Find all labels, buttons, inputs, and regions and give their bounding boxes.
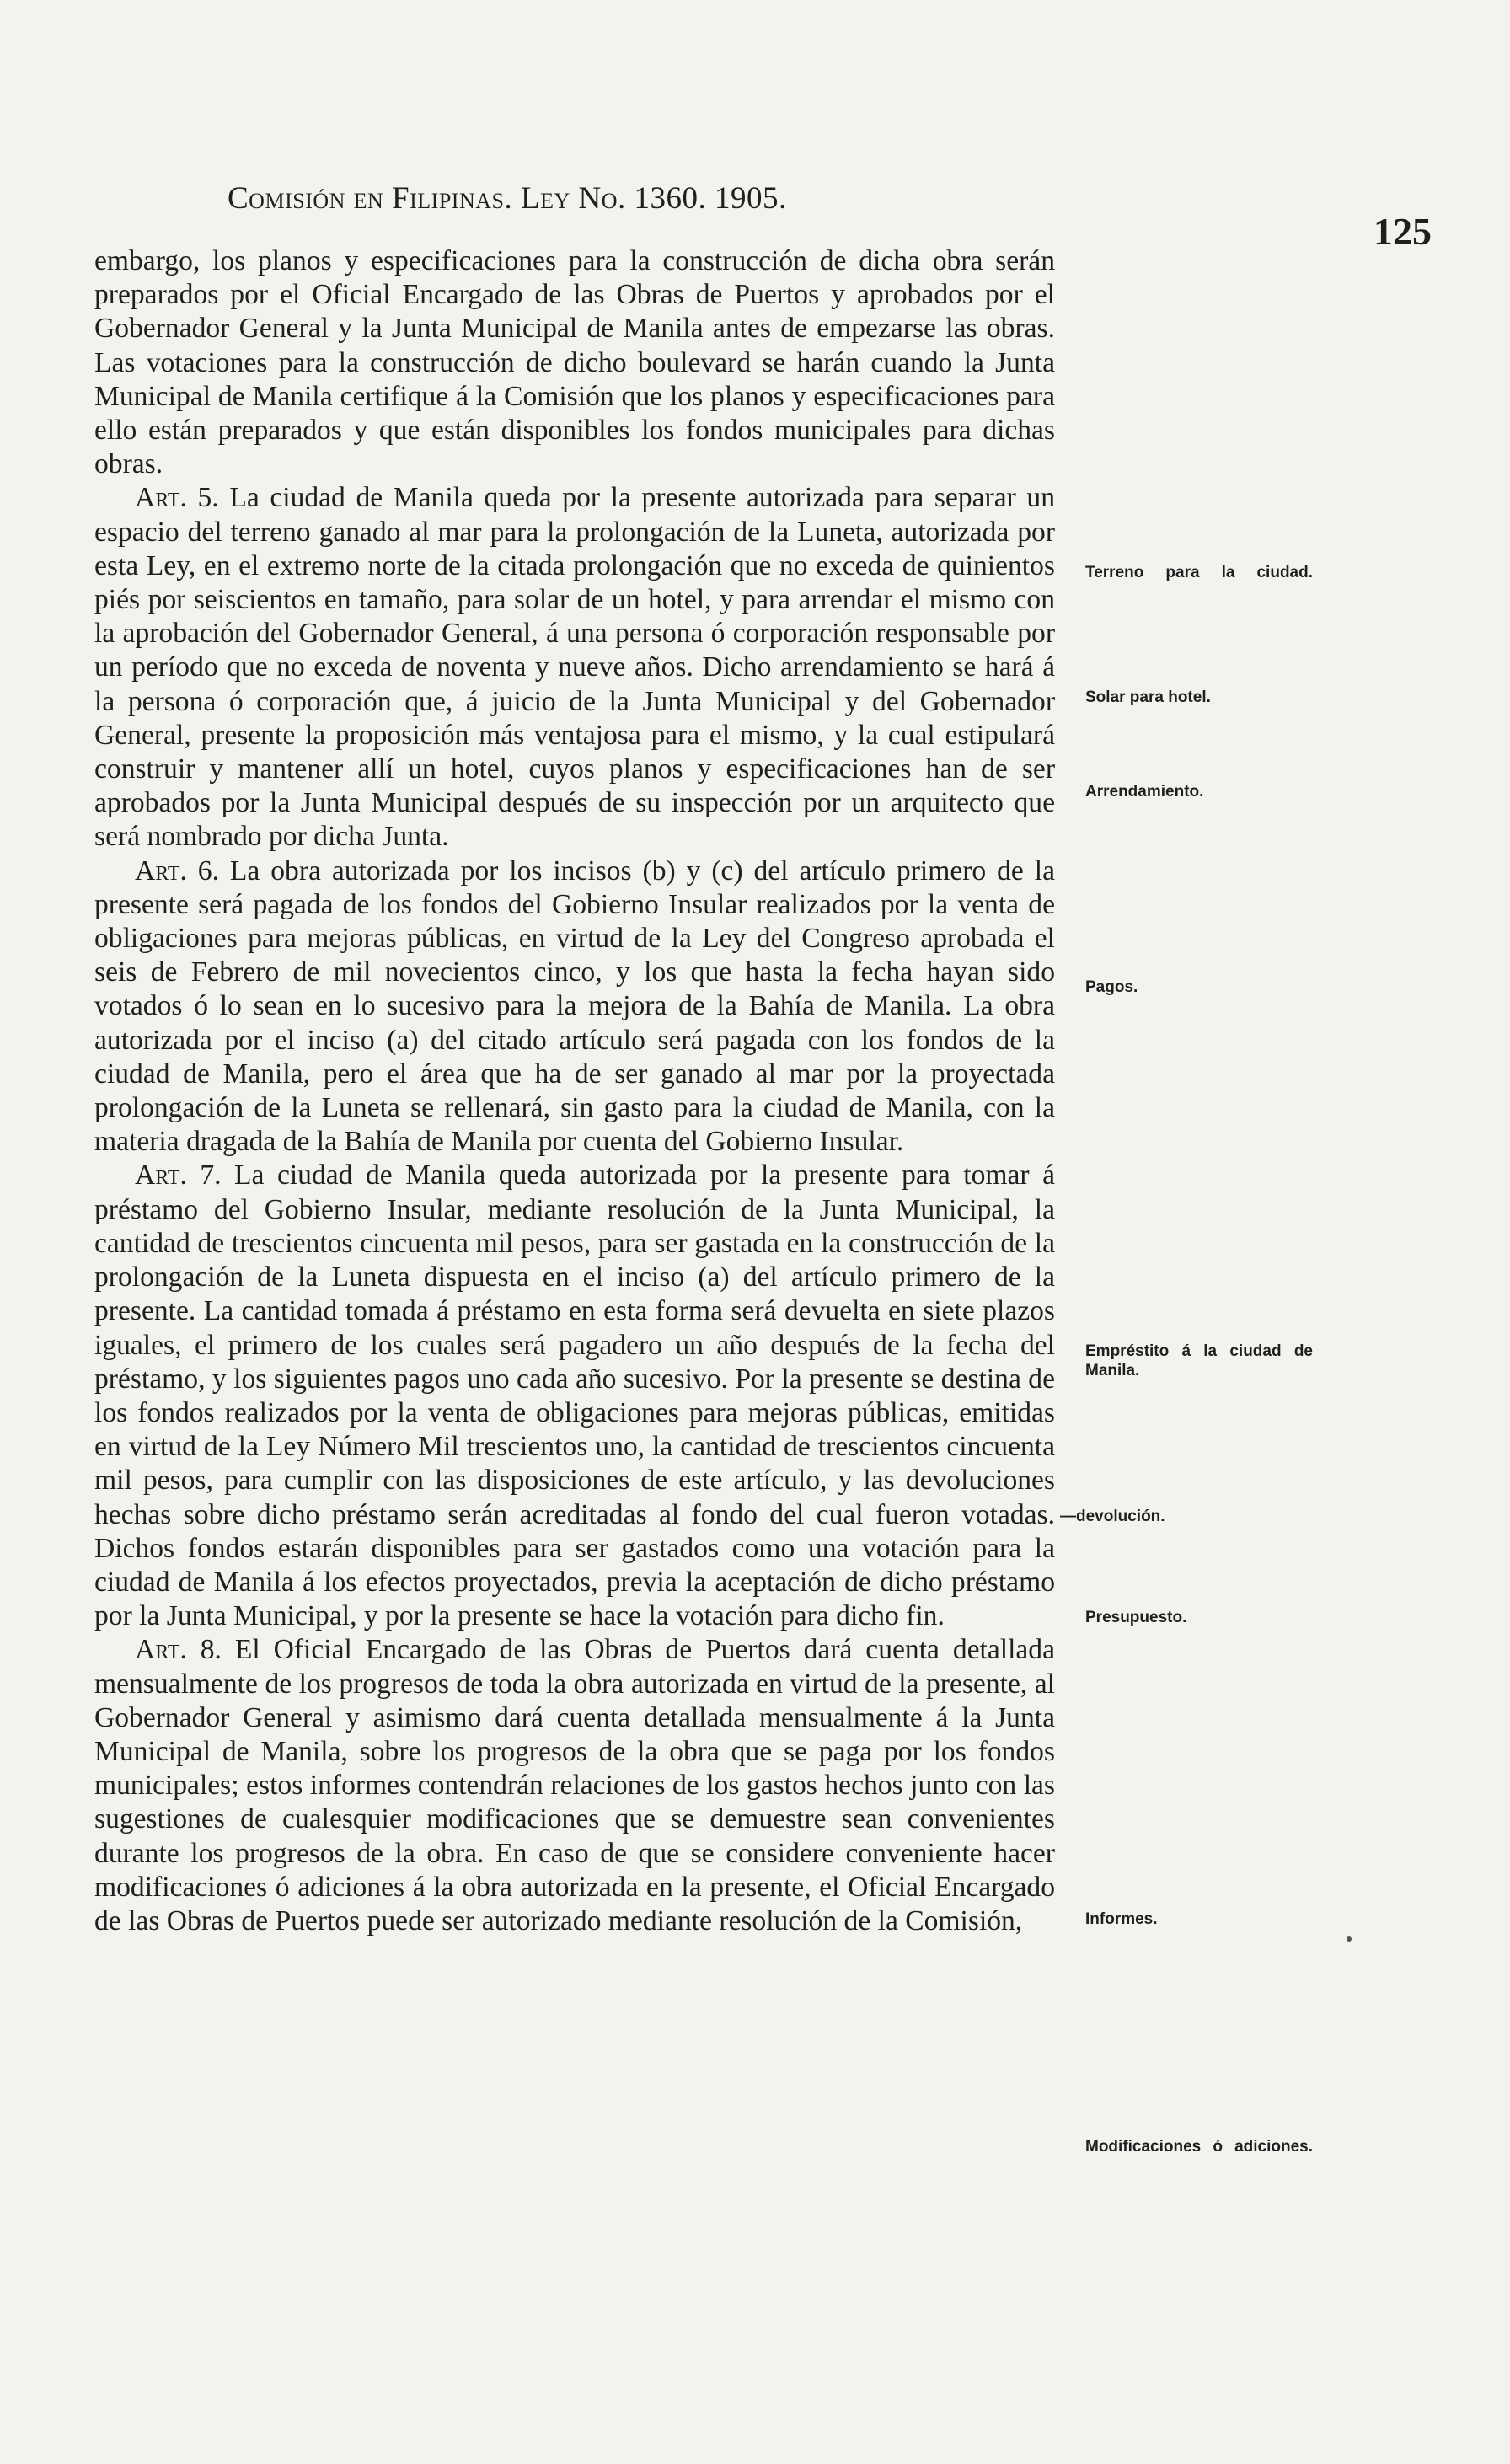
margin-note-devolucion: —devolución.: [1060, 1508, 1165, 1525]
body-text: [94, 244, 1055, 1938]
article-label: Art. 8.: [135, 1634, 222, 1666]
article-text: El Oficial Encargado de las Obras de Puertos dará cuenta detallada mensualmente de los progresos de toda la obra autorizada en virtud de la presente, al Gobernador General y asimismo dará cuenta detallada mensualmente á la Junta Municipal de Manila, sobre los progresos de la obra que se paga por los fondos municipales; estos informes contendrán relaciones de los gastos hechos junto con las sugestiones de cualesquier modificaciones que se demuestre sean convenientes durante los progresos de la obra. En caso de que se considere conveniente hacer modificaciones ó adiciones á la obra autorizada en la presente, el Oficial Encargado de las Obras de Puertos puede ser autorizado mediante resolución de la Comisión,: [94, 1634, 1055, 1936]
article-8: [94, 1633, 1055, 1938]
margin-note-presupuesto: Presupuesto.: [1085, 1609, 1187, 1626]
margin-note-informes: Informes.: [1085, 1910, 1158, 1928]
margin-note-arrendamiento: Arrendamiento.: [1085, 783, 1204, 801]
running-header: Comisión en Filipinas. Ley No. 1360. 1905.: [228, 181, 787, 216]
article-7: [94, 1159, 1055, 1633]
margin-note-solar: Solar para hotel.: [1085, 688, 1211, 706]
margin-note-modificaciones: Modificaciones ó adiciones.: [1085, 2138, 1313, 2156]
margin-note-terreno: Terreno para la ciudad.: [1085, 564, 1313, 581]
article-text: La ciudad de Manila queda autorizada por la presente para tomar á préstamo del Gobierno Insular, mediante resolución de la Junta Municipal, la cantidad de trescientos cincuenta mil pesos, para ser gastada en la construcción de la prolongación de la Luneta dispuesta en el inciso (a) del artículo primero de la presente. La cantidad tomada á préstamo en esta forma será devuelta en siete plazos iguales, el primero de los cuales será pagadero un año después de la fecha del préstamo, y los siguientes pagos uno cada año sucesivo. Por la presente se destina de los fondos realizados por la venta de obligaciones para mejoras públicas, emitidas en virtud de la Ley Número Mil trescientos uno, la cantidad de trescientos cincuenta mil pesos, para cumplir con las disposiciones de este artículo, y las devoluciones hechas sobre dicho préstamo serán acreditadas al fondo del cual fueron votadas. Dichos fondos estarán disponibles para ser gastados como una votación para la ciudad de Manila á los efectos proyectados, previa la aceptación de dicho préstamo por la Junta Municipal, y por la presente se hace la votación para dicho fin.: [94, 1160, 1055, 1632]
ink-speck: [1347, 1936, 1352, 1942]
margin-note-emprestito: Empréstito á la ciudad de Manila.: [1085, 1342, 1313, 1379]
margin-note-pagos: Pagos.: [1085, 978, 1138, 996]
paragraph-continuation: embargo, los planos y especificaciones para la construcción de dicha obra serán preparados por el Oficial Encargado de las Obras de Puertos y aprobados por el Gobernador General y la Junta Municipal de Manila antes de empezarse las obras. Las votaciones para la construcción de dicho boulevard se harán cuando la Junta Municipal de Manila certifique á la Comisión que los planos y especificaciones para ello están preparados y que están disponibles los fondos municipales para dichas obras.: [94, 245, 1055, 480]
article-text: La obra autorizada por los incisos (b) y (c) del artículo primero de la presente será pagada de los fondos del Gobierno Insular realizados por la venta de obligaciones para mejoras públicas, en virtud de la Ley del Congreso aprobada el seis de Febrero de mil novecientos cinco, y los que hasta la fecha hayan sido votados ó lo sean en lo sucesivo para la mejora de la Bahía de Manila. La obra autorizada por el inciso (a) del citado artículo será pagada con los fondos de la ciudad de Manila, pero el área que ha de ser ganado al mar por la proyectada prolongación de la Luneta se rellenará, sin gasto para la ciudad de Manila, con la materia dragada de la Bahía de Manila por cuenta del Gobierno Insular.: [94, 854, 1055, 1158]
page-number: 125: [1373, 210, 1432, 253]
article-6: [94, 854, 1055, 1160]
article-label: Art. 7.: [135, 1160, 222, 1192]
article-label: Art. 6.: [135, 854, 219, 887]
article-5: [94, 481, 1055, 854]
article-text: La ciudad de Manila queda por la presente autorizada para separar un espacio del terreno ganado al mar para la prolongación de la Luneta, autorizada por esta Ley, en el extremo norte de la citada prolongación que no exceda de quinientos piés por seiscientos en tamaño, para solar de un hotel, y para arrendar el mismo con la aprobación del Gobernador General, á una persona ó corporación responsable por un período que no exceda de noventa y nueve años. Dicho arrendamiento se hará á la persona ó corporación que, á juicio de la Junta Municipal y del Gobernador General, presente la proposición más ventajosa para el mismo, y la cual estipulará construir y mantener allí un hotel, cuyos planos y especificaciones han de ser aprobados por la Junta Municipal después de su inspección por un arquitecto que será nombrado por dicha Junta.: [94, 482, 1055, 853]
article-label: Art. 5.: [135, 482, 219, 514]
